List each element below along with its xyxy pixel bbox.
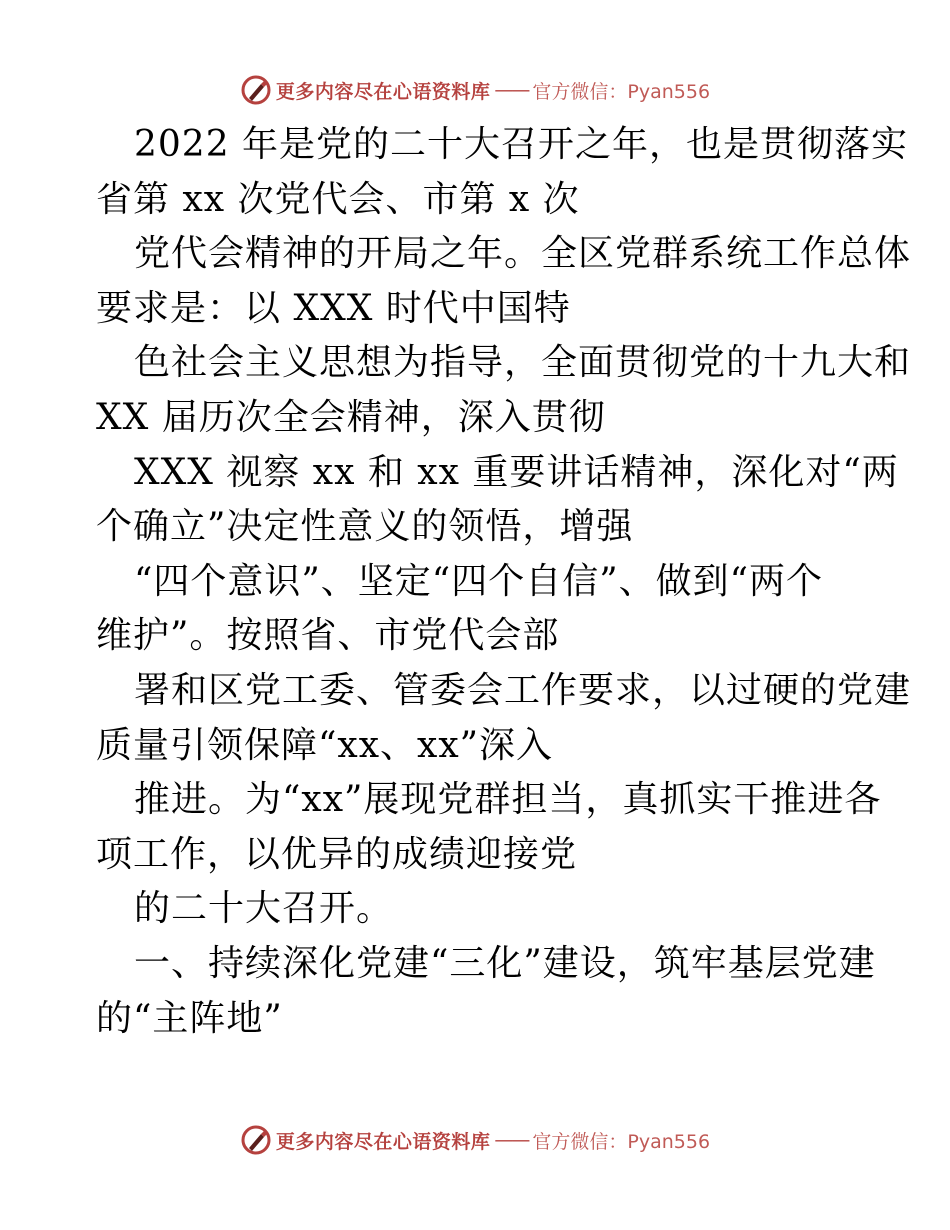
header-watermark [0,70,950,110]
text-line: 色社会主义思想为指导，全面贯彻党的十九大和 [134,342,912,384]
text-line: 的二十大召开。 [134,888,394,930]
watermark-separator: —— [494,1129,529,1151]
text-line: 要求是：以 XXX 时代中国特 [96,287,571,329]
text-line: 项工作，以优异的成绩迎接党 [96,833,578,875]
text-line: “四个意识”、坚定“四个自信”、做到“两个 [134,560,824,602]
text-line: 质量引领保障“xx、xx”深入 [96,724,554,766]
section-heading: 一、持续深化党建“三化”建设，筑牢基层党建 [134,942,876,984]
watermark-contact: 官方微信：Pyan556 [532,1130,711,1153]
watermark-brand: 更多内容尽在心语资料库 [275,80,491,103]
text-line: 省第 xx 次党代会、市第 x 次 [96,178,580,220]
watermark-brand: 更多内容尽在心语资料库 [275,1130,491,1153]
text-line: 推进。为“xx”展现党群担当，真抓实干推进各 [134,779,882,821]
pen-logo-icon [240,74,272,106]
footer-watermark [0,1120,950,1160]
text-line: 党代会精神的开局之年。全区党群系统工作总体 [134,233,912,275]
pen-logo-icon [240,1124,272,1156]
watermark-contact: 官方微信：Pyan556 [532,80,711,103]
text-line: XX 届历次全会精神，深入贯彻 [96,396,606,438]
text-line: 维护”。按照省、市党代会部 [96,615,560,657]
text-line: 2022 年是党的二十大召开之年，也是贯彻落实 [134,124,909,165]
text-line: 署和区党工委、管委会工作要求，以过硬的党建 [134,669,912,711]
text-line: 个确立”决定性意义的领悟，增强 [96,506,634,548]
text-line: XXX 视察 xx 和 xx 重要讲话精神，深化对“两 [134,451,899,493]
section-heading-continued: 的“主阵地” [96,997,283,1039]
document-body [96,118,912,1046]
watermark-separator: —— [494,79,529,101]
